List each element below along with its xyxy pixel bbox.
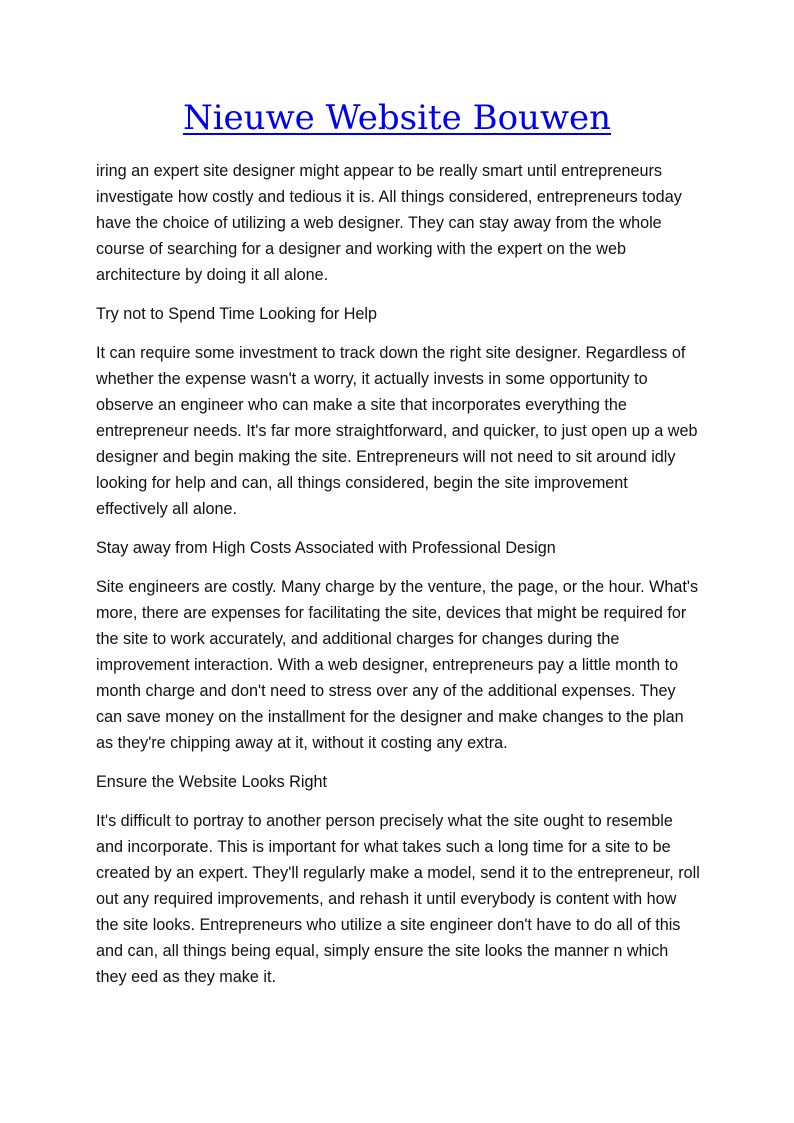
intro-paragraph: iring an expert site designer might appear to be really smart until entrepreneurs investigate how costly and tedious it is. All things considered, entrepreneurs today have the choice of utilizing a web designer. They can stay away from the whole course of searching for a designer and working with the expert on the web architecture by doing it all alone. — [96, 162, 682, 284]
help-paragraph: It can require some investment to track down the right site designer. Regardless of whether the expense wasn't a worry, it actually invests in some opportunity to observe an engineer who can make a site that incorporates everything the entrepreneur needs. It's far more straightforward, and quicker, to just open up a web designer and begin making the site. Entrepreneurs will not need to sit around idly looking for help and can, all things considered, begin the site improvement effectively all alone. — [96, 344, 698, 518]
page-title-link[interactable]: Nieuwe Website Bouwen — [182, 98, 612, 138]
section-heading-looks: Ensure the Website Looks Right — [96, 773, 327, 791]
looks-paragraph: It's difficult to portray to another person precisely what the site ought to resemble and incorporate. This is important for what takes such a long time for a site to be created by an expert. They'll regularly make a model, send it to the entrepreneur, roll out any required improvements, and rehash it until everybody is content with how the site looks. Entrepreneurs who utilize a site engineer don't have to do all of this and can, all things being equal, simply ensure the site looks the manner n which they eed as they make it. — [96, 812, 700, 986]
costs-paragraph: Site engineers are costly. Many charge by the venture, the page, or the hour. What's more, there are expenses for facilitating the site, devices that might be required for the site to work accurately, and additional charges for changes during the improvement interaction. With a web designer, entrepreneurs pay a little month to month charge and don't need to stress over any of the additional expenses. They can save money on the installment for the designer and make changes to the plan as they're chipping away at it, without it costing any extra. — [96, 578, 699, 752]
section-heading-help: Try not to Spend Time Looking for Help — [96, 305, 378, 323]
section-heading-costs: Stay away from High Costs Associated with Professional Design — [96, 539, 556, 557]
document-body — [96, 158, 700, 1003]
